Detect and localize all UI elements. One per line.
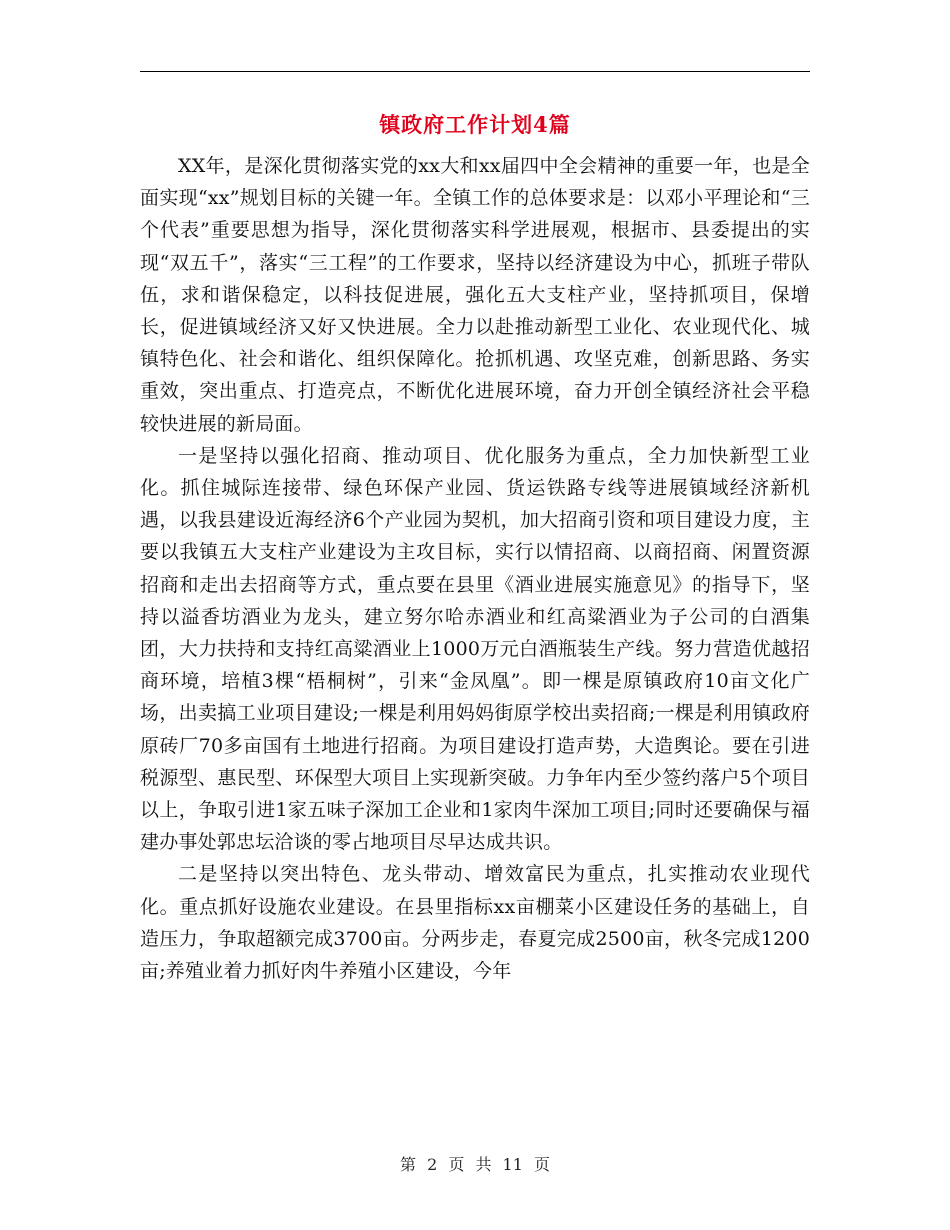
- page-number: 第 2 页 共 11 页: [400, 1155, 550, 1174]
- header-rule: [140, 71, 810, 72]
- paragraph-industrialization: 一是坚持以强化招商、推动项目、优化服务为重点，全力加快新型工业化。抓住城际连接带、绿色环保产业园、货运铁路专线等进展镇域经济新机遇，以我县建设近海经济6个产业园为契机，加大招商引资和项目建设力度，主要以我镇五大支柱产业建设为主攻目标，实行以情招商、以商招商、闲置资源招商和走出去招商等方式，重点要在县里《酒业进展实施意见》的指导下，坚持以溢香坊酒业为龙头，建立努尔哈赤酒业和红高粱酒业为子公司的白酒集团，大力扶持和支持红高粱酒业上1000万元白酒瓶装生产线。努力营造优越招商环境，培植3棵“梧桐树”，引来“金凤凰”。即一棵是原镇政府10亩文化广场，出卖搞工业项目建设;一棵是利用妈妈街原学校出卖招商;一棵是利用镇政府原砖厂70多亩国有土地进行招商。为项目建设打造声势，大造舆论。要在引进税源型、惠民型、环保型大项目上实现新突破。力争年内至少签约落户5个项目以上，争取引进1家五味子深加工企业和1家肉牛深加工项目;同时还要确保与福建办事处郭忠坛洽谈的零占地项目尽早达成共识。: [140, 444, 810, 854]
- document-body: [140, 150, 810, 987]
- paragraph-intro: XX年，是深化贯彻落实党的xx大和xx届四中全会精神的重要一年，也是全面实现“xx”规划目标的关键一年。全镇工作的总体要求是：以邓小平理论和“三个代表”重要思想为指导，深化贯彻落实科学进展观，根据市、县委提出的实现“双五千”，落实“三工程”的工作要求，坚持以经济建设为中心，抓班子带队伍，求和谐保稳定，以科技促进展，强化五大支柱产业，坚持抓项目，保增长，促进镇域经济又好又快进展。全力以赴推动新型工业化、农业现代化、城镇特色化、社会和谐化、组织保障化。抢抓机遇、攻坚克难，创新思路、务实重效，突出重点、打造亮点，不断优化进展环境，奋力开创全镇经济社会平稳较快进展的新局面。: [140, 155, 810, 435]
- paragraph-agriculture: 二是坚持以突出特色、龙头带动、增效富民为重点，扎实推动农业现代化。重点抓好设施农业建设。在县里指标xx亩棚菜小区建设任务的基础上，自造压力，争取超额完成3700亩。分两步走，春夏完成2500亩，秋冬完成1200亩;养殖业着力抓好肉牛养殖小区建设，今年: [140, 863, 810, 983]
- document-title: 镇政府工作计划4篇: [379, 112, 571, 137]
